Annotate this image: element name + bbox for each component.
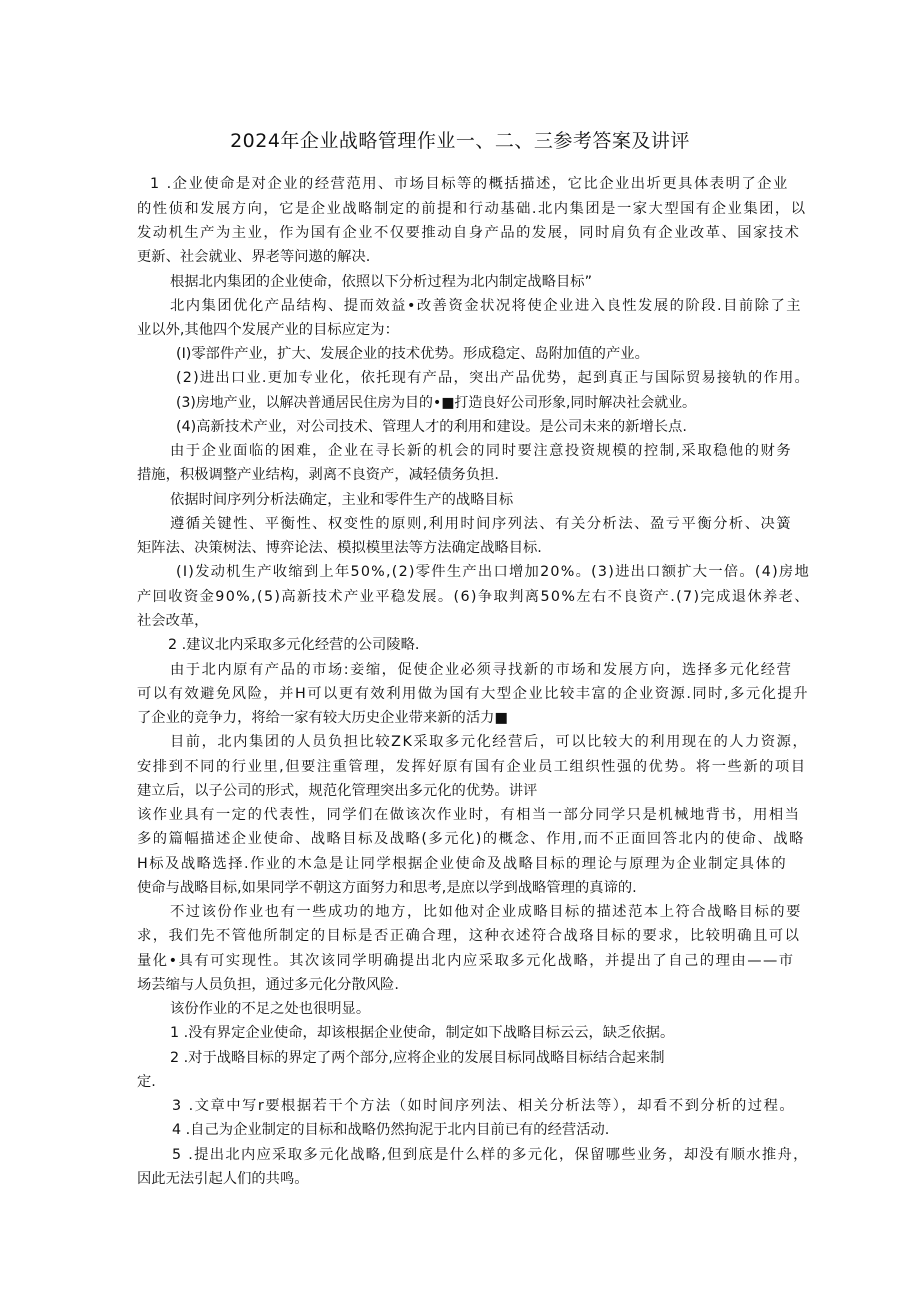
text-line: 场芸缩与人员负担，通过多元化分散风险.: [137, 977, 399, 993]
text-line: 社会改革，: [137, 613, 209, 629]
text-line: (2)进出口业.更加专业化，依托现有产品，突出产品优势，起到真正与国际贸易接轨的作用。: [176, 370, 810, 386]
text-line: 3 .文章中写r要根据若干个方法（如时间序列法、相关分析法等），却看不到分析的过程。: [172, 1098, 796, 1114]
text-line: 求，我们先不管他所制定的目标是否正确合理，这种衣述符合战珞目标的要求，比较明确且可以: [137, 928, 801, 944]
text-line: 目前，北内集团的人员负担比较ZK采取多元化经营后，可以比较大的利用现在的人力资源，: [170, 734, 809, 750]
text-line: (I)零部件产业，扩大、发展企业的技术优势。形成稳定、岛附加值的产业。: [176, 346, 649, 362]
text-line: (4)高新技术产业，对公司技术、管理人才的利用和建设。是公司未来的新增长点.: [176, 419, 687, 435]
text-line: 遵循关键性、平衡性、权变性的原则,利用时间序列法、有关分析法、盈亏平衡分析、决簧: [170, 516, 793, 532]
text-line: 4 .自己为企业制定的目标和战略仍然拘泥于北内目前已有的经营活动.: [172, 1122, 610, 1138]
text-line: 量化•具有可实现性。其次该同学明确提出北内应采取多元化战略，并提出了自己的理由——市: [137, 953, 795, 969]
text-line: 1 .企业使命是对企业的经营范用、市场目标等的概括描述，它比企业出圻更具体表明了企业: [150, 176, 789, 192]
text-line: 定.: [137, 1074, 156, 1090]
text-line: 依据时间序列分析法确定，主业和零件生产的战略目标: [170, 492, 514, 508]
text-line: 安排到不同的行业里,但要注重管理，发挥好原有国有企业员工组织性强的优势。将一些新的项目: [137, 759, 807, 775]
text-line: 可以有效避免风险，并H可以更有效利用做为国有大型企业比较丰富的企业资源.同时,多元化提升: [137, 686, 810, 702]
text-line: 该作业具有一定的代表性，同学们在做该次作业时，有相当一部分同学只是机械地背书，用相当: [137, 807, 801, 823]
text-line: 由于北内原有产品的市场:妾缩，促使企业必须寻找新的市场和发展方向，选择多元化经营: [170, 662, 793, 678]
text-line: 不过该份作业也有一些成功的地方，比如他对企业成略目标的描述范本上符合战略目标的要: [170, 904, 802, 920]
text-line: 该份作业的不足之处也很明显。: [170, 1001, 371, 1017]
text-line: 北内集团优化产品结构、提而效益•改善资金状况将使企业进入良性发展的阶段.目前除了主: [170, 298, 803, 314]
document-title: 2024年企业战略管理作业一、二、三参考答案及讲评: [230, 130, 690, 152]
text-line: 多的篇幅描述企业使命、战略目标及战略(多元化)的概念、作用,而不正面回答北内的使命、战略: [137, 831, 805, 847]
text-line: 了企业的竞争力，将给一家有较大历史企业带来新的活力■: [137, 710, 508, 726]
text-line: 使命与战略目标,如果同学不朝这方面努力和思考,是庶以学到战略管理的真谛的.: [137, 880, 637, 896]
text-line: 建立后，以子公司的形式，规范化管理突出多元化的优势。讲评: [137, 783, 538, 799]
text-line: 因此无法引起人们的共鸣。: [137, 1171, 309, 1187]
text-line: 更新、社会就业、界老等问遨的解决.: [137, 249, 371, 265]
text-line: (3)房地产业，以解决普通居民住房为目的•■打造良好公司形象,同时解决社会就业。: [176, 395, 696, 411]
text-line: 的性侦和发展方向，它是企业战略制定的前提和行动基础.北内集团是一家大型国有企业集团，以: [137, 201, 807, 217]
text-line: 1 .没有界定企业使命，却该根据企业使命，制定如下战略目标云云，缺乏依据。: [170, 1025, 675, 1041]
text-line: 发动机生产为主业，作为国有企业不仅要推动自身产品的发展，同时肩负有企业改革、国家技术: [137, 225, 801, 241]
text-line: 2 .建议北内采取多元化经营的公司陵略.: [168, 637, 420, 653]
text-line: 业以外,其他四个发展产业的目标应定为：: [137, 322, 399, 338]
text-line: 根据北内集团的企业使命，依照以下分析过程为北内制定战略目标”: [170, 274, 593, 290]
text-line: (I)发动机生产收缩到上年50%,(2)零件生产出口增加20%。(3)进出口额扩大一倍。(4)房地: [176, 564, 810, 580]
text-line: 5 .提出北内应采取多元化战略,但到底是什么样的多元化，保留哪些业务，却没有顺水推舟，: [172, 1147, 809, 1163]
text-line: 措施，积极调整产业结构，剥离不良资产，减轻债务负担.: [137, 467, 499, 483]
text-line: 矩阵法、决策树法、博弈论法、模拟模里法等方法确定战略目标.: [137, 540, 542, 556]
text-line: 产回收资金90%,(5)高新技术产业平稳发展。(6)争取判离50%左右不良资产.(7)完成退休养老、: [137, 589, 810, 605]
text-line: H标及战略选择.作业的木急是让同学根据企业使命及战略目标的理论与原理为企业制定具体的: [137, 856, 788, 872]
text-line: 由于企业面临的困难，企业在寻长新的机会的同时要注意投资规模的控制,采取稳他的财务: [170, 443, 793, 459]
text-line: 2 .对于战略目标的界定了两个部分,应将企业的发展目标同战略目标结合起来制: [170, 1050, 665, 1066]
